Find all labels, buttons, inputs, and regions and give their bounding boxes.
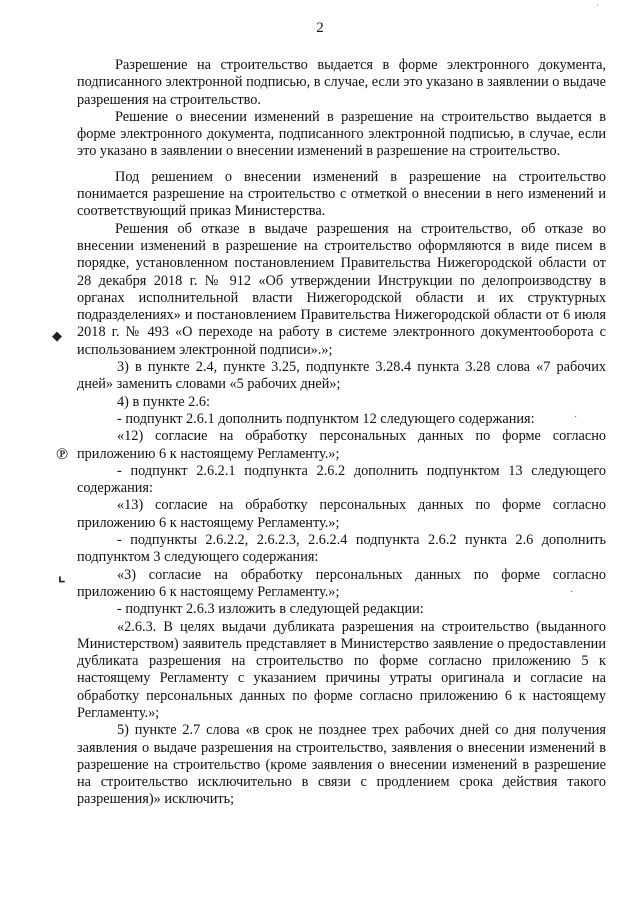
paragraph: - подпункт 2.6.1 дополнить подпунктом 12 следующего содержания: xyxy=(117,410,535,427)
paragraph: 3) в пункте 2.4, пункте 3.25, подпункте 3.28.4 пункта 3.28 слова «7 рабочих дней» заменить словами «5 рабочих дней»; xyxy=(77,359,606,393)
paragraph: 5) пункте 2.7 слова «в срок не позднее трех рабочих дней со дня получения заявления о выдаче разрешения на строительство, заявления о внесении изменений в разрешение на строительство (кроме заявления о внесении изменений в разрешение на строительство исключительно в связи с продлением срока действия такого разрешения)» исключить; xyxy=(77,722,606,808)
paragraph: - подпункты 2.6.2.2, 2.6.2.3, 2.6.2.4 подпункта 2.6.2 пункта 2.6 дополнить подпунктом 3 следующего содержания: xyxy=(77,532,606,566)
paragraph: Решение о внесении изменений в разрешение на строительство выдается в форме электронного документа, подписанного электронной подписью, в случае, если это указано в заявлении о внесении изменений в разрешение на строительство. xyxy=(77,108,606,160)
paragraph: Разрешение на строительство выдается в форме электронного документа, подписанного электронной подписью, в случае, если это указано в заявлении о выдаче разрешения на строительство. xyxy=(77,57,606,108)
page-number: 2 xyxy=(316,20,324,36)
paragraph: «2.6.3. В целях выдачи дубликата разрешения на строительство (выданного Министерством) заявитель представляет в Министерство заявление о предоставлении дубликата разрешения на строительство по форме согласно приложению 5 к настоящему Регламенту с указанием причины утраты оригинала и согласие на обработку персональных данных по форме согласно приложению 6 к настоящему Регламенту.»; xyxy=(77,618,606,721)
scan-artifact-mark: · xyxy=(596,0,599,10)
scan-artifact-mark: ℗ xyxy=(56,446,68,463)
scan-artifact-mark: · xyxy=(570,587,574,598)
paragraph: «13) согласие на обработку персональных данных по форме согласно приложению 6 к настоящему Регламенту.»; xyxy=(77,497,606,531)
scan-artifact-mark: ⌞ xyxy=(58,568,66,585)
paragraph: - подпункт 2.6.3 изложить в следующей редакции: xyxy=(117,601,424,618)
paragraph: - подпункт 2.6.2.1 подпункта 2.6.2 дополнить подпунктом 13 следующего содержания: xyxy=(77,462,606,497)
paragraph: 4) в пункте 2.6: xyxy=(117,393,211,410)
scan-artifact-mark: ◆ xyxy=(52,328,62,343)
paragraph: Решения об отказе в выдаче разрешения на строительство, об отказе во внесении изменений в разрешение на строительство оформляются в виде писем в порядке, установленном постановлением Правительства Нижегородской области от 28 декабря 2018 г. № 912 «Об утверждении Инструкции по делопроизводству в органах исполнительной власти Нижегородской области и их структурных подразделениях» и постановлением Правительства Нижегородской области от 6 июля 2018 г. № 493 «О переходе на работу в системе электронного документооборота с использованием электронной подписи».»; xyxy=(77,220,606,358)
document-body xyxy=(77,57,606,809)
paragraph: «3) согласие на обработку персональных данных по форме согласно приложению 6 к настоящему Регламенту.»; xyxy=(77,566,606,600)
paragraph: Под решением о внесении изменений в разрешение на строительство понимается разрешение на строительство с отметкой о внесении в него изменений и соответствующий приказ Министерства. xyxy=(77,168,606,220)
paragraph: «12) согласие на обработку персональных данных по форме согласно приложению 6 к настоящему Регламенту.»; xyxy=(77,428,606,462)
scan-artifact-mark: · xyxy=(574,412,578,423)
